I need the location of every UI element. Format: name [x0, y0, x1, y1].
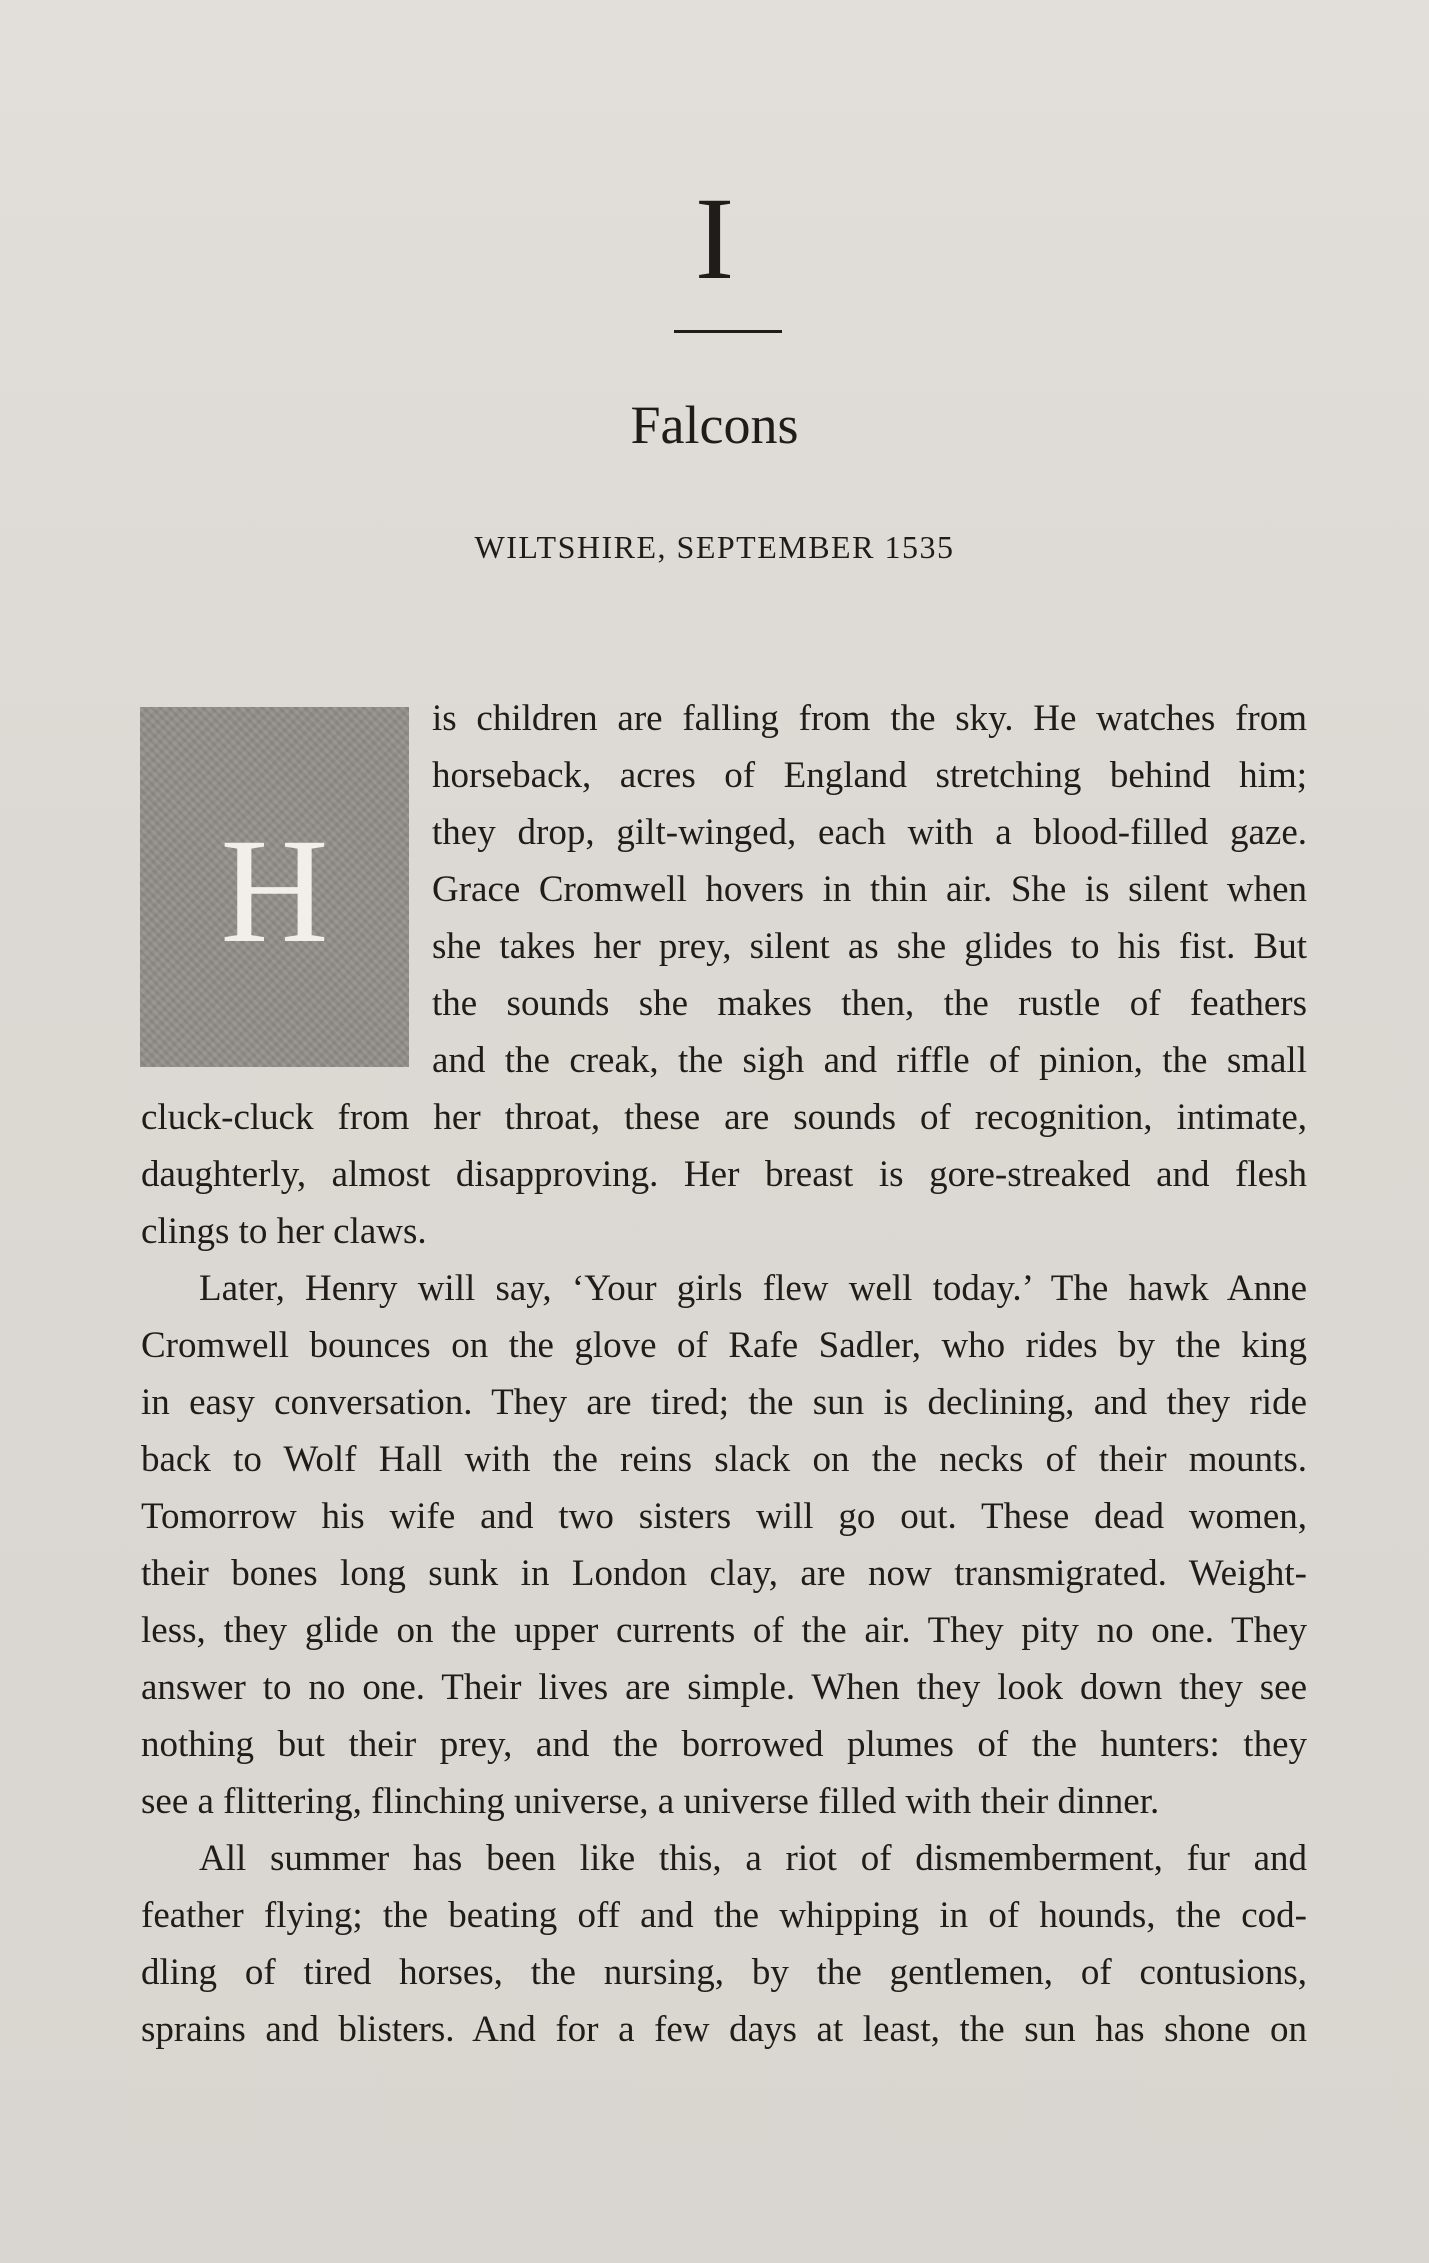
chapter-title: Falcons — [630, 395, 799, 455]
text-line: daughterly, almost disapproving. Her breast is gore-streaked and flesh — [141, 1154, 1307, 1195]
drop-cap-box — [140, 707, 409, 1067]
text-line: see a flittering, flinching universe, a universe filled with their dinner. — [141, 1781, 1160, 1822]
text-line: Cromwell bounces on the glove of Rafe Sadler, who rides by the king — [141, 1325, 1307, 1366]
text-line: Grace Cromwell hovers in thin air. She is silent when — [432, 869, 1307, 910]
text-line: Tomorrow his wife and two sisters will go out. These dead women, — [141, 1496, 1307, 1537]
text-line: she takes her prey, silent as she glides to his fist. But — [432, 926, 1307, 967]
paragraph-first-line: Later, Henry will say, ‘Your girls flew well today.’ The hawk Anne — [199, 1268, 1307, 1309]
text-line: clings to her claws. — [141, 1211, 427, 1252]
text-line: and the creak, the sigh and riffle of pinion, the small — [432, 1040, 1307, 1081]
text-line: the sounds she makes then, the rustle of feathers — [432, 983, 1307, 1024]
text-line: feather flying; the beating off and the whipping in of hounds, the cod- — [141, 1895, 1307, 1936]
text-line: answer to no one. Their lives are simple. When they look down they see — [141, 1667, 1307, 1708]
chapter-rule — [674, 330, 782, 333]
text-line: dling of tired horses, the nursing, by the gentlemen, of contusions, — [141, 1952, 1307, 1993]
chapter-dateline: WILTSHIRE, SEPTEMBER 1535 — [474, 529, 955, 565]
text-line: their bones long sunk in London clay, are now transmigrated. Weight- — [141, 1553, 1307, 1594]
text-line: nothing but their prey, and the borrowed plumes of the hunters: they — [141, 1724, 1307, 1765]
text-line: horseback, acres of England stretching behind him; — [432, 755, 1307, 796]
paragraph-first-line: All summer has been like this, a riot of dismemberment, fur and — [199, 1838, 1307, 1879]
chapter-number: I — [694, 173, 735, 304]
text-line: sprains and blisters. And for a few days at least, the sun has shone on — [141, 2009, 1307, 2050]
drop-cap-letter: H — [220, 808, 329, 974]
text-line: is children are falling from the sky. He watches from — [432, 698, 1307, 739]
text-line: cluck-cluck from her throat, these are sounds of recognition, intimate, — [141, 1097, 1307, 1138]
text-line: back to Wolf Hall with the reins slack on the necks of their mounts. — [141, 1439, 1307, 1480]
text-line: less, they glide on the upper currents of the air. They pity no one. They — [141, 1610, 1307, 1651]
text-line: they drop, gilt-winged, each with a blood-filled gaze. — [432, 812, 1307, 853]
text-line: in easy conversation. They are tired; the sun is declining, and they ride — [141, 1382, 1307, 1423]
